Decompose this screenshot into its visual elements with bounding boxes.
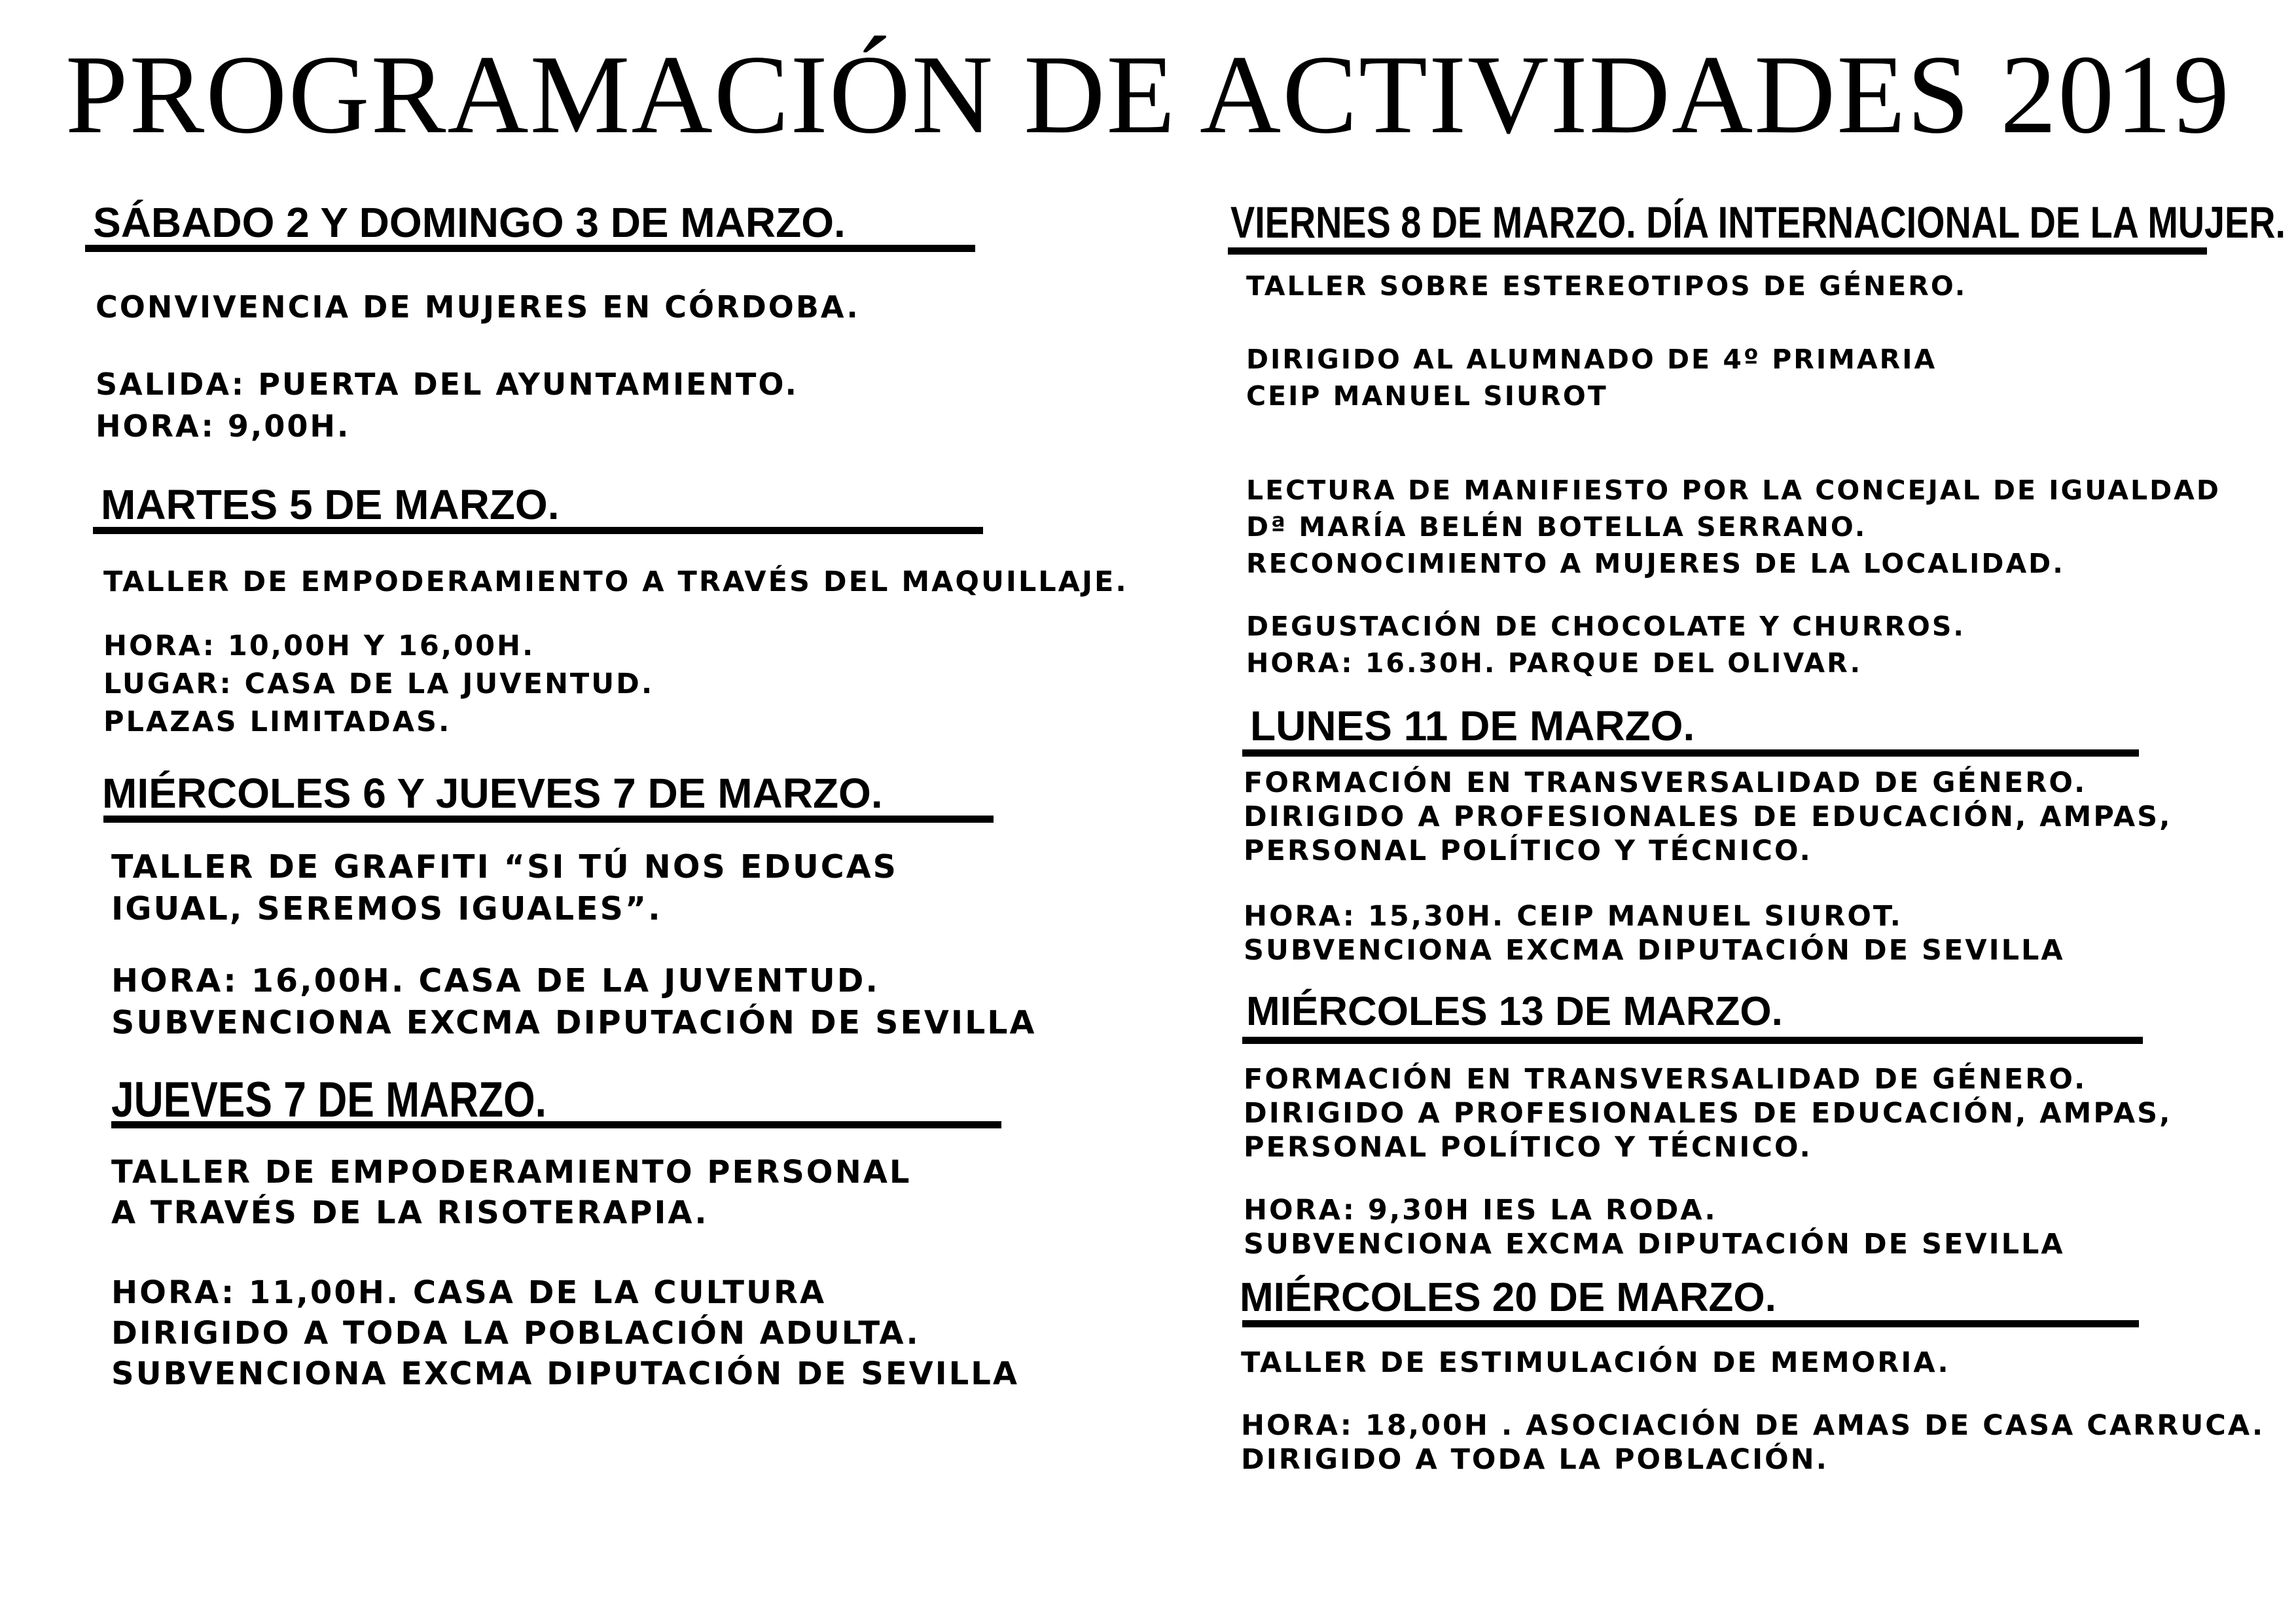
detail-line: HORA: 10,00H Y 16,00H.	[103, 630, 535, 662]
detail-line: HORA: 9,00H.	[96, 408, 351, 444]
page-title: PROGRAMACIÓN DE ACTIVIDADES 2019	[65, 33, 2231, 157]
event-details	[1246, 268, 2251, 681]
detail-line: TALLER DE EMPODERAMIENTO A TRAVÉS DEL MAQUILLAJE.	[103, 566, 1128, 598]
detail-line: SUBVENCIONA EXCMA DIPUTACIÓN DE SEVILLA	[111, 1004, 1037, 1041]
detail-line: DIRIGIDO A PROFESIONALES DE EDUCACIÓN, AMPAS,	[1244, 800, 2172, 833]
detail-line: SALIDA: PUERTA DEL AYUNTAMIENTO.	[96, 367, 798, 402]
right-column	[1230, 196, 2286, 1477]
event-section	[85, 1070, 1067, 1394]
event-details	[1244, 1062, 2251, 1261]
detail-line: DIRIGIDO A TODA LA POBLACIÓN.	[1241, 1443, 1829, 1476]
detail-line: HORA: 18,00H . ASOCIACIÓN DE AMAS DE CASA CARRUCA.	[1241, 1409, 2265, 1442]
detail-line: HORA: 11,00H. CASA DE LA CULTURA	[111, 1274, 827, 1311]
detail-line: Dª MARÍA BELÉN BOTELLA SERRANO.	[1246, 511, 1867, 543]
detail-line: SUBVENCIONA EXCMA DIPUTACIÓN DE SEVILLA	[1244, 934, 2065, 967]
event-details	[111, 846, 1067, 1044]
detail-line: A TRAVÉS DE LA RISOTERAPIA.	[111, 1194, 709, 1231]
event-section	[1230, 986, 2251, 1261]
detail-line: SUBVENCIONA EXCMA DIPUTACIÓN DE SEVILLA	[111, 1356, 1019, 1392]
event-details	[111, 1152, 1067, 1394]
detail-line: DIRIGIDO A TODA LA POBLACIÓN ADULTA.	[111, 1315, 920, 1352]
event-section	[85, 478, 1128, 741]
detail-line: HORA: 15,30H. CEIP MANUEL SIUROT.	[1244, 900, 1903, 933]
detail-line: CEIP MANUEL SIUROT	[1246, 380, 1608, 412]
detail-line: LECTURA DE MANIFIESTO POR LA CONCEJAL DE IGUALDAD	[1246, 475, 2221, 506]
event-section	[1230, 196, 2286, 681]
detail-line: HORA: 16,00H. CASA DE LA JUVENTUD.	[111, 962, 880, 999]
detail-line: HORA: 9,30H IES LA RODA.	[1244, 1194, 1717, 1227]
detail-line: LUGAR: CASA DE LA JUVENTUD.	[103, 668, 655, 700]
event-section	[85, 767, 1067, 1044]
detail-line: IGUAL, SEREMOS IGUALES”.	[111, 890, 662, 927]
event-heading: JUEVES 7 DE MARZO.	[111, 1072, 547, 1128]
detail-line: TALLER DE GRAFITI “SI TÚ NOS EDUCAS	[111, 848, 898, 886]
detail-line: HORA: 16.30H. PARQUE DEL OLIVAR.	[1246, 647, 1863, 679]
detail-line: TALLER DE ESTIMULACIÓN DE MEMORIA.	[1241, 1346, 1950, 1379]
event-heading: MIÉRCOLES 13 DE MARZO.	[1246, 989, 1783, 1034]
event-section	[1230, 700, 2251, 967]
event-details	[1244, 766, 2251, 967]
left-column	[85, 196, 1128, 1394]
event-section	[85, 196, 1067, 447]
detail-line: CONVIVENCIA DE MUJERES EN CÓRDOBA.	[96, 289, 860, 325]
detail-line: DIRIGIDO A PROFESIONALES DE EDUCACIÓN, AMPAS,	[1244, 1097, 2172, 1130]
event-heading: MIÉRCOLES 20 DE MARZO.	[1240, 1275, 1776, 1320]
detail-line: DIRIGIDO AL ALUMNADO DE 4º PRIMARIA	[1246, 344, 1937, 375]
detail-line: PERSONAL POLÍTICO Y TÉCNICO.	[1244, 835, 1812, 867]
detail-line: FORMACIÓN EN TRANSVERSALIDAD DE GÉNERO.	[1244, 766, 2087, 799]
event-details	[96, 286, 1067, 447]
event-details	[103, 563, 1128, 741]
detail-line: DEGUSTACIÓN DE CHOCOLATE Y CHURROS.	[1246, 611, 1966, 642]
event-heading: LUNES 11 DE MARZO.	[1250, 702, 1695, 749]
event-heading: SÁBADO 2 Y DOMINGO 3 DE MARZO.	[93, 199, 846, 246]
event-heading: MARTES 5 DE MARZO.	[101, 481, 560, 528]
detail-line: TALLER DE EMPODERAMIENTO PERSONAL	[111, 1154, 912, 1191]
detail-line: TALLER SOBRE ESTEREOTIPOS DE GÉNERO.	[1246, 270, 1967, 302]
event-heading: MIÉRCOLES 6 Y JUEVES 7 DE MARZO.	[102, 770, 883, 817]
detail-line: FORMACIÓN EN TRANSVERSALIDAD DE GÉNERO.	[1244, 1063, 2087, 1096]
event-details	[1241, 1346, 2265, 1477]
detail-line: SUBVENCIONA EXCMA DIPUTACIÓN DE SEVILLA	[1244, 1228, 2065, 1261]
event-heading: VIERNES 8 DE MARZO. DÍA INTERNACIONAL DE LA MUJER.	[1230, 198, 2286, 247]
detail-line: PERSONAL POLÍTICO Y TÉCNICO.	[1244, 1131, 1812, 1164]
event-section	[1230, 1272, 2265, 1477]
detail-line: PLAZAS LIMITADAS.	[103, 706, 452, 738]
detail-line: RECONOCIMIENTO A MUJERES DE LA LOCALIDAD.	[1246, 548, 2065, 579]
